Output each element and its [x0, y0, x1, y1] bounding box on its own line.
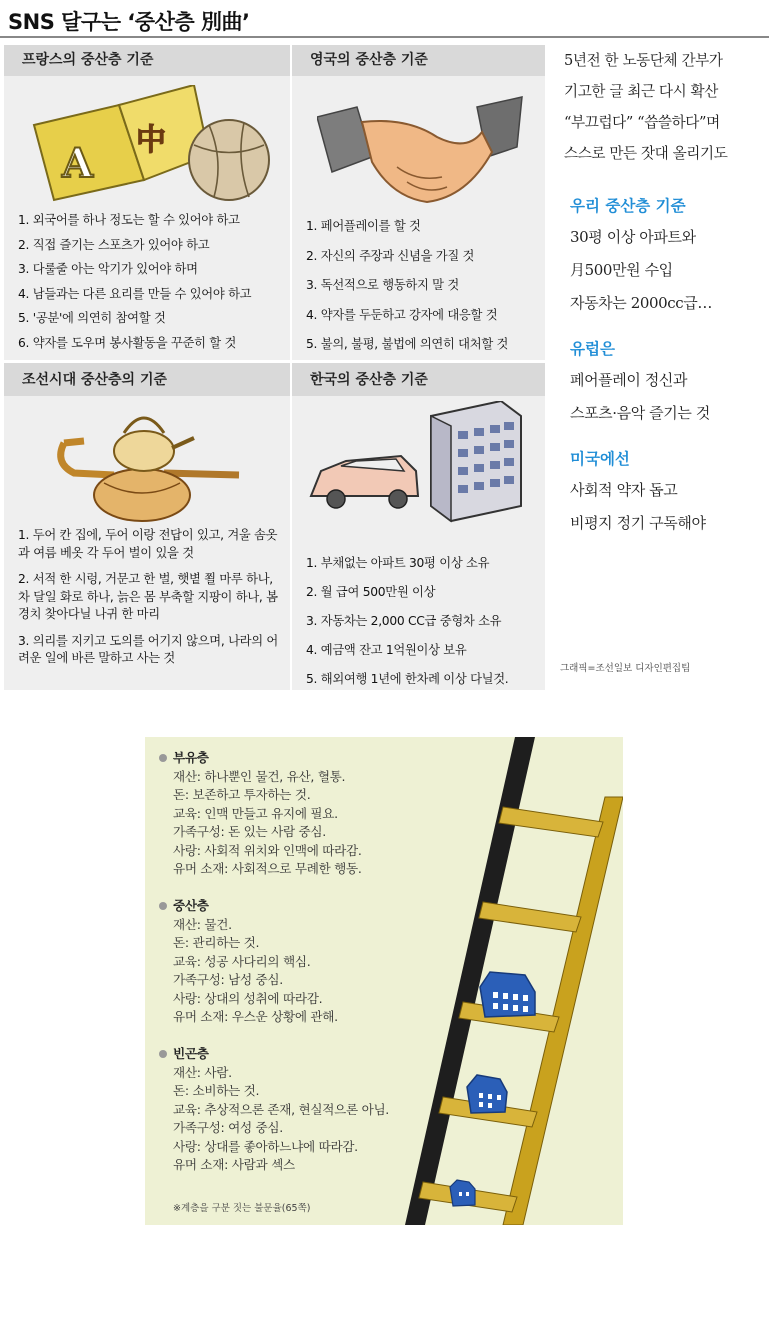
- car-apartment-illustration: [306, 401, 531, 531]
- class-item: 재산: 하나뿐인 물건, 유산, 혈통.: [173, 768, 346, 784]
- class-item: 사랑: 사회적 위치와 인맥에 따라감.: [173, 842, 362, 858]
- section-line: 페어플레이 정신과: [570, 371, 688, 389]
- sleeve-left: [317, 107, 372, 172]
- headline: SNS 달구는 ‘중산층 別曲’: [8, 10, 250, 34]
- letter-a-icon: A: [62, 140, 94, 187]
- class-items: [159, 916, 338, 1027]
- class-item: 재산: 사람.: [173, 1064, 232, 1080]
- class-heading: 중산층: [159, 897, 338, 916]
- graphic-credit: 그래픽=조선일보 디자인편집팀: [560, 663, 691, 674]
- class-item: 교육: 인맥 만들고 유지에 필요.: [173, 805, 338, 821]
- section-line: 자동차는 2000cc급…: [570, 294, 712, 312]
- class-rules-graphic: [145, 737, 623, 1225]
- footnote: ※계층을 구분 짓는 불문율(65쪽): [173, 1203, 311, 1214]
- brazier-icon: [94, 469, 190, 521]
- class-item: 돈: 관리하는 것.: [173, 935, 260, 950]
- class-item: 재산: 물건.: [173, 916, 232, 932]
- list-item: 1. 두어 칸 집에, 두어 이랑 전답이 있고, 겨울 솜옷과 여름 베옷 각 두어 벌이 있을 것: [18, 528, 278, 560]
- list-item: 6. 약자를 도우며 봉사활동을 꾸준히 할 것: [18, 335, 237, 350]
- class-item: 교육: 성공 사다리의 핵심.: [173, 953, 311, 969]
- house-icon: [450, 1180, 475, 1206]
- section-line: 스포츠·음악 즐기는 것: [570, 404, 710, 422]
- lead-line: 5년전 한 노동단체 간부가: [564, 52, 723, 69]
- class-item: 유머 소재: 사람과 섹스: [173, 1157, 295, 1172]
- house-icon: [480, 972, 535, 1017]
- criteria-grid: [4, 45, 545, 690]
- handshake-illustration: [317, 87, 527, 217]
- lead-line: 기고한 글 최근 다시 확산: [564, 83, 718, 100]
- list-item: 1. 외국어를 하나 정도는 할 수 있어야 하고: [18, 213, 240, 227]
- list-item: 1. 부채없는 아파트 30평 이상 소유: [306, 556, 490, 570]
- panel-france: [4, 45, 290, 360]
- class-item: 가족구성: 남성 중심.: [173, 972, 283, 987]
- section-heading: 우리 중산층 기준: [570, 197, 686, 215]
- list-item: 2. 자신의 주장과 신념을 가질 것: [306, 248, 475, 263]
- sidebar-summary: [560, 45, 765, 540]
- list-item: 4. 예금액 잔고 1억원이상 보유: [306, 643, 467, 657]
- class-items: [159, 1064, 399, 1175]
- list-item: 3. 다룰줄 아는 악기가 있어야 하며: [18, 262, 198, 276]
- class-item: 교육: 추상적으론 존재, 현실적으론 아님.: [173, 1101, 390, 1117]
- lead-line: “부끄럽다” “씁쓸하다”며: [564, 114, 720, 131]
- class-group-middle: [159, 897, 338, 1027]
- class-heading: 빈곤층: [159, 1045, 399, 1064]
- france-list: [18, 208, 251, 355]
- joseon-list: [18, 527, 280, 677]
- panel-title: 프랑스의 중산층 기준: [4, 45, 290, 76]
- list-item: 3. 독선적으로 행동하지 말 것: [306, 278, 459, 292]
- class-heading: 부유층: [159, 749, 362, 768]
- panel-title: 영국의 중산층 기준: [292, 45, 545, 76]
- panel-joseon: [4, 363, 290, 690]
- stick: [164, 473, 239, 475]
- section-heading: 유럽은: [570, 340, 615, 358]
- teapot-brazier-illustration: [54, 403, 254, 523]
- section-line: 30평 이상 아파트와: [570, 228, 696, 246]
- list-item: 4. 약자를 두둔하고 강자에 대응할 것: [306, 307, 498, 322]
- list-item: 2. 직접 즐기는 스포츠가 있어야 하고: [18, 237, 210, 252]
- panel-title: 조선시대 중산층의 기준: [4, 363, 290, 396]
- list-item: 3. 의리를 지키고 도의를 어기지 않으며, 나라의 어려운 일에 바른 말하고 사는 것: [18, 633, 279, 665]
- list-item: 5. 해외여행 1년에 한차례 이상 다닐것.: [306, 672, 509, 686]
- class-item: 사랑: 상대를 좋아하느냐에 따라감.: [173, 1138, 358, 1154]
- house-icon: [467, 1075, 507, 1113]
- pipe-icon: [61, 441, 114, 475]
- class-item: 돈: 소비하는 것.: [173, 1083, 260, 1098]
- class-item: 유머 소재: 우스운 상황에 관해.: [173, 1009, 338, 1024]
- panel-uk: [292, 45, 545, 360]
- class-item: 사랑: 상대의 성취에 따라감.: [173, 990, 323, 1006]
- panel-title: 한국의 중산층 기준: [292, 363, 545, 396]
- section-heading: 미국에선: [570, 450, 630, 468]
- lead-text: [564, 45, 765, 169]
- class-item: 가족구성: 여성 중심.: [173, 1120, 283, 1135]
- list-item: 1. 페어플레이를 할 것: [306, 219, 421, 233]
- uk-list: [306, 212, 508, 360]
- class-item: 가족구성: 돈 있는 사람 중심.: [173, 824, 326, 839]
- class-item: 유머 소재: 사회적으로 무례한 행동.: [173, 861, 362, 876]
- list-item: 5. 불의, 불평, 불법에 의연히 대처할 것: [306, 337, 509, 351]
- section-usa: [560, 444, 765, 540]
- section-line: 月500만원 수입: [570, 261, 673, 279]
- list-item: 4. 남들과는 다른 요리를 만들 수 있어야 하고: [18, 286, 252, 301]
- divider: [4, 360, 545, 363]
- book-and-ball-illustration: [24, 85, 274, 205]
- section-line: 비평지 정기 구독해야: [570, 514, 706, 532]
- class-group-poor: [159, 1045, 399, 1175]
- ball-icon: [189, 120, 269, 200]
- class-items: [159, 768, 362, 879]
- list-item: 2. 월 급여 500만원 이상: [306, 585, 436, 599]
- list-item: 5. '공분'에 의연히 참여할 것: [18, 311, 166, 325]
- teapot-icon: [114, 431, 174, 471]
- section-line: 사회적 약자 돕고: [570, 481, 678, 499]
- class-group-rich: [159, 749, 362, 879]
- list-item: 2. 서적 한 시렁, 거문고 한 벌, 햇볕 쬘 마루 하나, 차 달일 화로 하나, 늙은 몸 부축할 지팡이 하나, 봄 경치 찾아다닐 나귀 한 마리: [18, 572, 278, 621]
- divider: [0, 36, 769, 38]
- divider: [290, 45, 292, 690]
- panel-korea: [292, 363, 545, 690]
- ladder-illustration: [405, 737, 623, 1225]
- letter-zhong-icon: 中: [136, 123, 166, 158]
- section-korea: [560, 191, 765, 320]
- list-item: 3. 자동차는 2,000 CC급 중형차 소유: [306, 614, 502, 628]
- lead-line: 스스로 만든 잣대 올리기도: [564, 145, 728, 162]
- section-europe: [560, 334, 765, 430]
- class-item: 돈: 보존하고 투자하는 것.: [173, 787, 311, 802]
- korea-list: [306, 549, 508, 694]
